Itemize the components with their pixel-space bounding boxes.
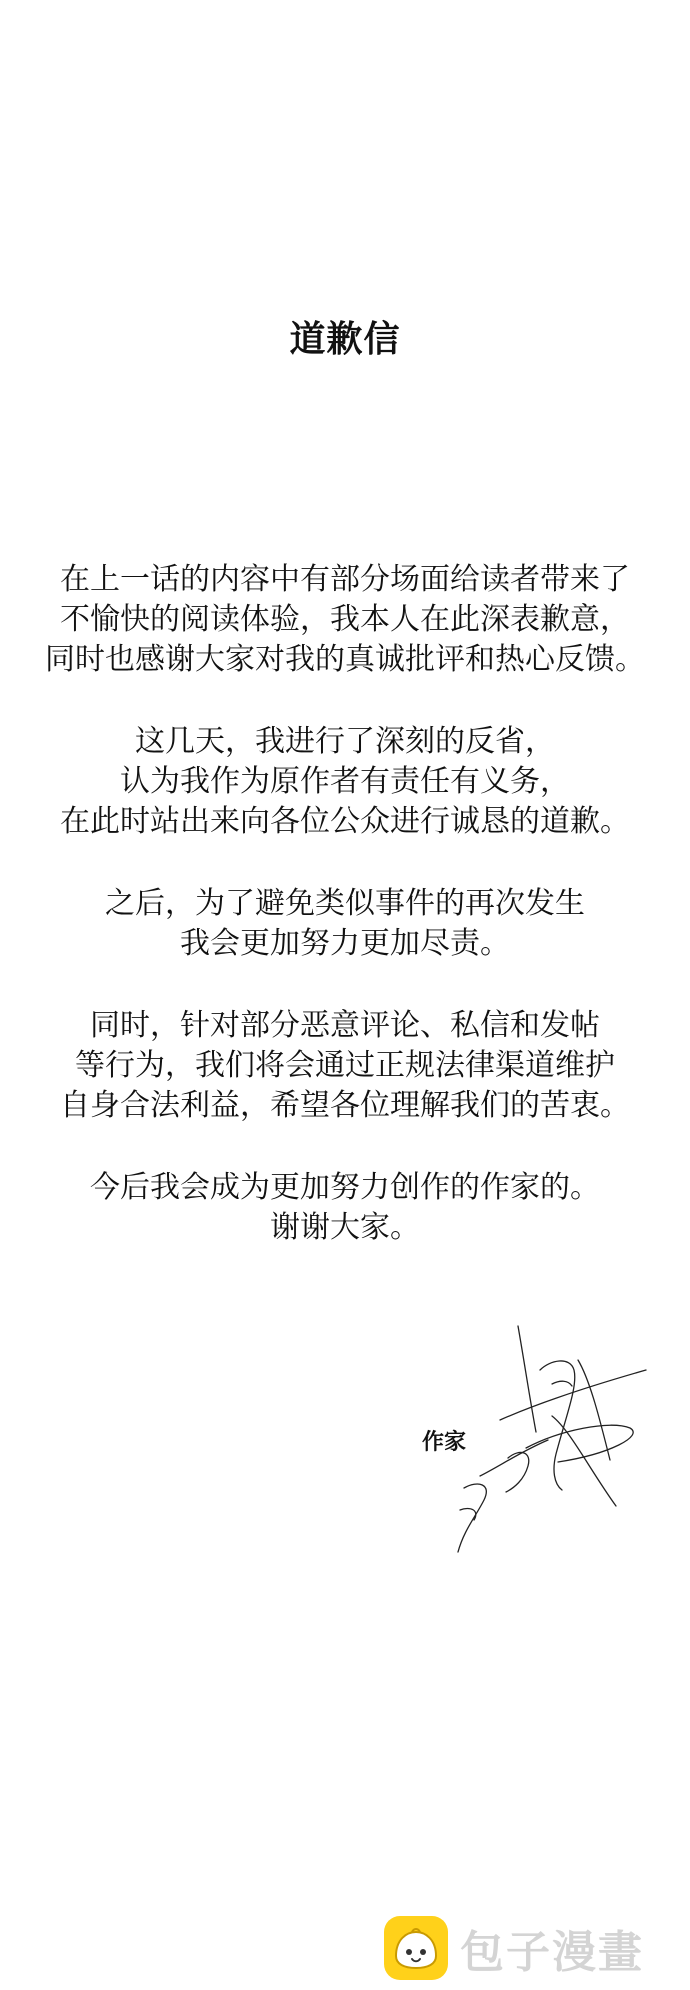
handwritten-signature — [440, 1320, 660, 1560]
text-line: 认为我作为原作者有责任有义务， — [120, 764, 570, 799]
paragraph-3 — [0, 884, 690, 964]
paragraph-4 — [0, 1006, 690, 1126]
text-line: 不愉快的阅读体验，我本人在此深表歉意， — [60, 602, 630, 637]
text-line: 今后我会成为更加努力创作的作家的。 — [90, 1170, 600, 1205]
text-line: 等行为，我们将会通过正规法律渠道维护 — [75, 1048, 615, 1083]
bun-mascot-icon — [384, 1916, 448, 1980]
text-line: 在此时站出来向各位公众进行诚恳的道歉。 — [60, 804, 630, 839]
text-line: 同时，针对部分恶意评论、私信和发帖 — [90, 1008, 600, 1043]
watermark-text: 包子漫畫 — [460, 1927, 644, 1978]
text-line: 自身合法利益，希望各位理解我们的苦衷。 — [60, 1088, 630, 1123]
text-line: 我会更加努力更加尽责。 — [180, 926, 510, 961]
watermark — [384, 1914, 644, 1982]
text-line: 同时也感谢大家对我的真诚批评和热心反馈。 — [45, 642, 645, 677]
author-label: 作家 — [422, 1430, 467, 1455]
paragraph-2 — [0, 722, 690, 842]
text-line: 这几天，我进行了深刻的反省， — [135, 724, 555, 759]
text-line: 在上一话的内容中有部分场面给读者带来了 — [60, 562, 630, 597]
letter-body — [0, 560, 690, 1290]
text-line: 之后，为了避免类似事件的再次发生 — [105, 886, 585, 921]
paragraph-1 — [0, 560, 690, 680]
text-line: 谢谢大家。 — [270, 1210, 420, 1245]
paragraph-5 — [0, 1168, 690, 1248]
letter-title: 道歉信 — [289, 319, 401, 360]
